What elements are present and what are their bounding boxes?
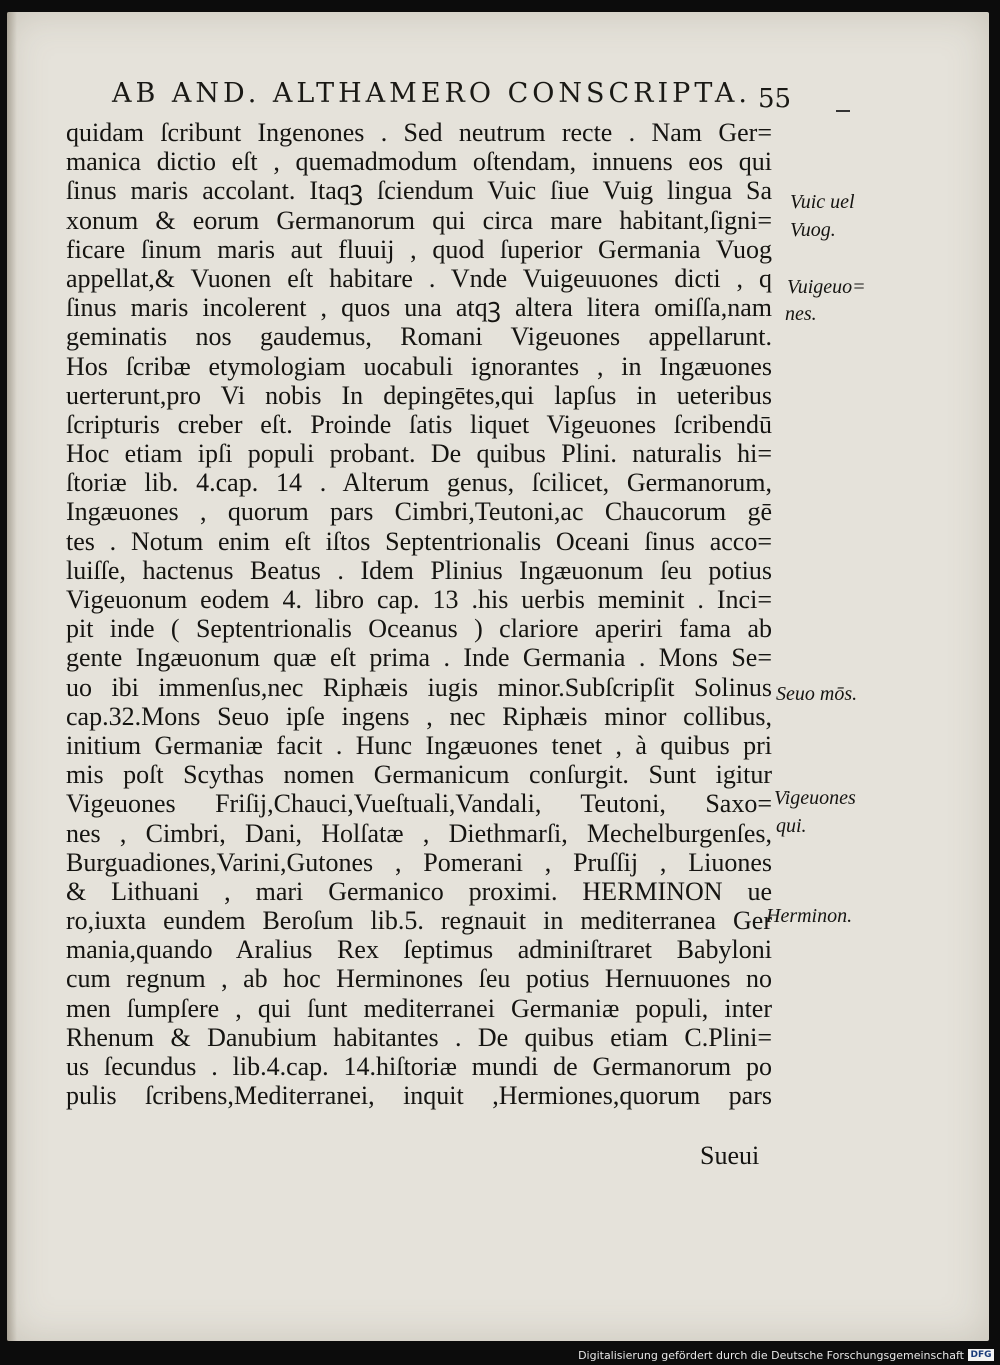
text-line: luiſſe, hactenus Beatus . Idem Plinius Ingæuonum ſeu potius — [66, 555, 772, 585]
margin-note: qui. — [776, 815, 807, 837]
text-line: ſtoriæ lib. 4.cap. 14 . Alterum genus, ſcilicet, Germanorum, — [66, 468, 772, 498]
margin-note: Vigeuones — [774, 787, 856, 809]
text-line: pulis ſcribens,Mediterranei, inquit ,Hermiones,quorum pars — [66, 1081, 772, 1111]
dfg-logo-icon: DFG — [968, 1349, 994, 1361]
text-line: tes . Notum enim eſt iſtos Septentrionalis Oceani ſinus acco= — [66, 526, 772, 556]
text-line: Hos ſcribæ etymologiam uocabuli ignorantes , in Ingæuones — [66, 351, 772, 381]
footer-credit: Digitalisierung gefördert durch die Deutsche Forschungsgemeinschaft — [578, 1349, 964, 1362]
text-line: Vigeuones Friſij,Chauci,Vueſtuali,Vandali, Teutoni, Saxo= — [66, 789, 772, 819]
text-line: us ſecundus . lib.4.cap. 14.hiſtoriæ mundi de Germanorum po — [66, 1052, 772, 1081]
text-line: ſcripturis creber eſt. Proinde ſatis liquet Vigeuones ſcribendū — [66, 409, 772, 439]
text-line: Rhenum & Danubium habitantes . De quibus etiam C.Plini= — [66, 1022, 772, 1052]
text-line: uo ibi immenſus,nec Riphæis iugis minor.Subſcripſit Solinus — [66, 672, 772, 702]
text-line: Ingæuones , quorum pars Cimbri,Teutoni,ac Chaucorum gē — [66, 497, 772, 527]
margin-note: Vuic uel — [790, 191, 855, 213]
text-line: & Lithuani , mari Germanico proximi. HERMINON ue — [66, 876, 772, 906]
text-line: initium Germaniæ facit . Hunc Ingæuones tenet , à quibus pri — [66, 730, 772, 760]
page-gutter-shadow — [7, 12, 17, 1341]
text-line: ro,iuxta eundem Beroſum lib.5. regnauit in mediterranea Ger — [66, 906, 772, 936]
text-line: uerterunt,pro Vi nobis In depingētes,qui lapſus in ueteribus — [66, 380, 772, 410]
running-head: AB AND. ALTHAMERO CONSCRIPTA. — [112, 78, 751, 109]
catchword: Sueui — [700, 1141, 760, 1170]
text-line: mis poſt Scythas nomen Germanicum conſurgit. Sunt igitur — [66, 760, 772, 790]
text-line: cap.32.Mons Seuo ipſe ingens , nec Riphæis minor collibus, — [66, 701, 772, 731]
text-line: gente Ingæuonum quæ eſt prima . Inde Germania . Mons Se= — [66, 643, 772, 673]
margin-note: Vuigeuo= — [787, 276, 866, 298]
text-line: Burguadiones,Varini,Gutones , Pomerani , Pruſſij , Liuones — [66, 847, 772, 877]
text-line: ſinus maris incolerent , quos una atqꝫ altera litera omiſſa,nam — [66, 293, 772, 323]
text-line: pit inde ( Septentrionalis Oceanus ) clariore aperiri fama ab — [66, 614, 772, 644]
text-line: ficare ſinum maris aut fluuij , quod ſuperior Germania Vuog — [66, 234, 772, 264]
text-line: appellat,& Vuonen eſt habitare . Vnde Vuigeuuones dicti , q — [66, 263, 772, 293]
margin-note: Herminon. — [766, 905, 853, 927]
text-line: manica dictio eſt , quemadmodum oſtendam, innuens eos qui — [66, 147, 772, 177]
text-line: Hoc etiam ipſi populi probant. De quibus Plini. naturalis hi= — [66, 439, 772, 469]
text-line: men ſumpſere , qui ſunt mediterranei Germaniæ populi, inter — [66, 993, 772, 1023]
margin-note: Vuog. — [790, 219, 836, 241]
text-line: nes , Cimbri, Dani, Holſatæ , Diethmarſi, Mechelburgenſes, — [66, 818, 772, 848]
page-number: 55 — [758, 84, 792, 114]
margin-note: nes. — [785, 303, 817, 325]
header-mark — [836, 110, 850, 112]
text-line: Vigeuonum eodem 4. libro cap. 13 .his uerbis meminit . Inci= — [66, 585, 772, 614]
margin-note: Seuo mōs. — [776, 683, 858, 705]
text-line: geminatis nos gaudemus, Romani Vigeuones appellarunt. — [66, 322, 772, 352]
text-line: ſinus maris accolant. Itaqꝫ ſciendum Vuic ſiue Vuig lingua Sa — [66, 176, 772, 206]
text-line: cum regnum , ab hoc Herminones ſeu potius Hernuuones no — [66, 964, 772, 994]
text-line: xonum & eorum Germanorum qui circa mare habitant,ſigni= — [66, 205, 772, 235]
body-text — [66, 118, 772, 1110]
text-line: quidam ſcribunt Ingenones . Sed neutrum recte . Nam Ger= — [66, 118, 772, 147]
text-line: mania,quando Aralius Rex ſeptimus adminiſtraret Babyloni — [66, 935, 772, 965]
